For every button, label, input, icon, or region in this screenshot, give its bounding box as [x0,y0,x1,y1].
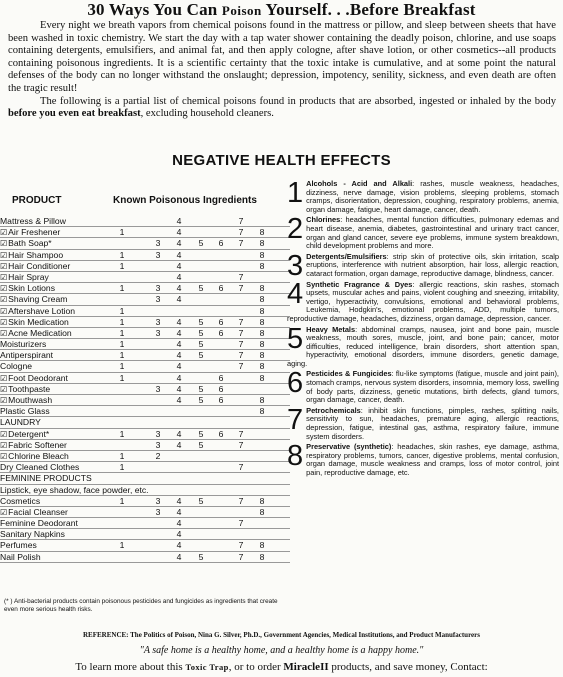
ingredient-cell: 8 [259,305,265,316]
ingredient-cell: 3 [155,506,161,517]
ingredient-cell: 4 [176,283,182,294]
product-name: Cologne [0,361,33,372]
product-name: Nail Polish [0,551,41,562]
ingredient-cell: 7 [238,227,244,238]
ingredient-cell: 4 [176,439,182,450]
ingredient-cell: 4 [176,518,182,529]
health-effect-item [287,177,559,214]
ingredient-cell: 1 [119,361,125,372]
ingredient-cell: 4 [176,227,182,238]
ingredient-cell: 1 [119,327,125,338]
health-effect-item [287,322,559,369]
ingredient-cell: 1 [119,462,125,473]
effect-number: 4 [287,277,304,310]
ingredient-cell: 7 [238,518,244,529]
ingredient-cell: 8 [259,327,265,338]
checkbox-icon: ☑ [0,507,8,517]
ingredient-cell: 3 [155,316,161,327]
checkbox-icon: ☑ [0,284,8,294]
checkbox-icon: ☑ [0,373,8,383]
ingredient-cell: 4 [176,249,182,260]
table-row [0,507,290,518]
table-row [0,306,290,317]
quote-line: "A safe home is a healthy home, and a healthy home is a happy home." [139,645,424,656]
health-effect-item [287,277,559,324]
ingredient-cell: 6 [218,395,224,405]
ingredient-cell: 7 [238,551,244,562]
ingredient-cell: 8 [259,260,265,271]
ingredient-cell: 5 [198,439,204,450]
table-row [0,440,290,451]
table-row [0,529,290,540]
effect-text: : abdominal cramps, nausea, joint and bone pain, muscle weakness, mouth sores, muscle, joint, and bone pain; cancer, motor difficulties, reduced intelligence, brain disorders, short attention span, hyperactivity, emotional disorders, immune disorders, genetic damage, aging. [287,324,559,368]
ingredient-cell: 3 [155,249,161,260]
ingredient-cell: 1 [119,227,125,238]
ingredient-cell: 5 [198,428,204,439]
brand-name: MiracleII [283,661,329,673]
ingredient-cell: 8 [259,395,265,405]
column-header-ingredients: Known Poisonous Ingredients [113,195,257,206]
table-row [0,272,290,283]
ingredient-cell: 4 [176,350,182,361]
ingredient-cell: 8 [259,227,265,238]
ingredient-cell: 8 [259,316,265,327]
ingredient-cell: 4 [176,271,182,282]
product-name: ☑Foot Deodorant [0,372,68,383]
ingredient-cell: 2 [155,450,161,461]
ingredient-cell: 5 [198,283,204,294]
ingredient-cell: 1 [119,495,125,506]
table-row [0,227,290,238]
intro-emphasis: before you even eat breakfast [8,108,141,120]
ingredient-cell: 1 [119,450,125,461]
product-name: ☑Facial Cleanser [0,506,68,517]
ingredient-cell: 7 [238,428,244,439]
effect-label: Chlorines [306,215,341,225]
ingredient-cell: 6 [218,428,224,439]
product-name: ☑Hair Spray [0,271,49,282]
column-header-product: PRODUCT [12,195,62,206]
ingredient-cell: 7 [238,462,244,473]
product-name: LAUNDRY [0,417,41,428]
ingredient-cell: 6 [218,383,224,394]
table-row [0,294,290,305]
health-effect-item [287,403,559,441]
ingredient-cell: 8 [259,350,265,361]
product-name: Cosmetics [0,495,41,506]
ingredient-cell: 8 [259,551,265,562]
ingredient-cell: 5 [198,238,204,249]
effect-text: : allergic reactions, skin rashes, stomach upsets, muscular aches and pains, violent coughing and sneezing, irritability, vertigo, hyperactivity, convulsions, emotional and behavioral problems, Leukemia, Hodgkin's, emotional problems, ADD, multiple tumors, reproductive damage, headaches, dizziness, organ damage, depression, cancer. [287,279,559,323]
ingredient-cell: 1 [119,260,125,271]
product-name: Moisturizers [0,339,47,350]
ingredient-cell: 3 [155,238,161,249]
ingredient-cell: 4 [176,506,182,517]
checkbox-icon: ☑ [0,239,8,249]
checkbox-icon: ☑ [0,272,8,282]
effect-number: 2 [287,213,304,246]
ingredient-cell: 1 [119,305,125,316]
ingredient-cell: 5 [198,339,204,350]
table-row [0,496,290,507]
checkbox-icon: ☑ [0,384,8,394]
ingredient-cell: 4 [176,294,182,305]
ingredient-cell: 7 [238,283,244,294]
product-name: Plastic Glass [0,406,50,417]
effect-text: : strip skin of protective oils, skin irritation, scalp eruptions, interference with nutrient absorption, hair loss, allergic reaction, cataract formation, organ damage, reproductive damage, blindness, cancer. [306,251,559,278]
ingredient-cell: 5 [198,495,204,506]
checkbox-icon: ☑ [0,250,8,260]
table-row [0,518,290,529]
ingredient-cell: 4 [176,260,182,271]
intro-text [8,20,556,121]
ingredient-cell: 4 [176,495,182,506]
toxic-trap-label: Toxic Trap [185,662,229,672]
effect-number: 7 [287,403,304,436]
ingredient-cell: 4 [176,372,182,383]
ingredient-cell: 7 [238,361,244,372]
table-row [0,429,290,440]
product-name: ☑Fabric Softener [0,439,67,450]
ingredient-cell: 3 [155,495,161,506]
effect-label: Pesticides & Fungicides [306,369,392,379]
table-row [0,462,290,473]
effect-label: Detergents/Emulsifiers [306,251,387,261]
ingredient-cell: 4 [176,383,182,394]
ingredient-cell: 7 [238,327,244,338]
health-effect-item [287,367,559,405]
ingredient-cell: 8 [259,238,265,249]
ingredient-cell: 8 [259,406,265,417]
table-row [0,350,290,361]
ingredient-cell: 1 [119,316,125,327]
table-row [0,373,290,384]
table-row [0,384,290,395]
section-title: NEGATIVE HEALTH EFFECTS [172,152,391,169]
ingredient-cell: 4 [176,238,182,249]
product-name: Sanitary Napkins [0,529,65,540]
ingredient-cell: 4 [176,216,182,226]
ingredient-cell: 4 [176,551,182,562]
ingredient-cell: 6 [218,327,224,338]
contact-line: To learn more about this Toxic Trap, or to order MiracleII products, and save money, Contact: [75,661,488,673]
ingredient-cell: 1 [119,350,125,361]
effect-text: : headaches, skin rashes, eye damage, asthma, respiratory problems, tumors, cancer, digestive problems, mental confusion, organ damage, muscle weakness and cramps, loss of motor control, joint pain, reproductive damage, etc. [306,442,560,477]
checkbox-icon: ☑ [0,317,8,327]
table-row [0,216,290,227]
ingredient-cell: 1 [119,428,125,439]
ingredient-cell: 4 [176,316,182,327]
product-name: Lipstick, eye shadow, face powder, etc. [0,484,149,495]
checkbox-icon: ☑ [0,228,8,238]
ingredient-cell: 7 [238,316,244,327]
ingredient-cell: 7 [238,439,244,450]
ingredient-cell: 3 [155,383,161,394]
ingredient-cell: 1 [119,249,125,260]
ingredient-cell: 7 [238,540,244,551]
health-effects-list [287,177,560,480]
ingredient-cell: 8 [259,361,265,372]
product-table [0,216,290,563]
ingredient-cell: 8 [259,372,265,383]
product-name: ☑Hair Shampoo [0,249,64,260]
effect-number: 8 [287,440,304,473]
effect-number: 1 [287,177,304,209]
ingredient-cell: 4 [176,428,182,439]
checkbox-icon: ☑ [0,396,8,405]
ingredient-cell: 6 [218,372,224,383]
ingredient-cell: 7 [238,350,244,361]
table-row [0,328,290,339]
footnote: (* ) Anti-bacterial products contain poisonous pesticides and fungicides as ingredients that create even more serious health risks. [4,598,278,613]
ingredient-cell: 8 [259,294,265,305]
checkbox-icon: ☑ [0,429,8,439]
ingredient-cell: 4 [176,361,182,372]
ingredient-cell: 7 [238,339,244,350]
effect-label: Preservative (synthetic) [306,442,392,452]
product-name: ☑Chlorine Bleach [0,450,69,461]
effect-label: Petrochemicals [306,405,361,415]
table-row [0,485,290,496]
checkbox-icon: ☑ [0,295,8,305]
ingredient-cell: 7 [238,271,244,282]
reference-line: REFERENCE: The Politics of Poison, Nina G. Silver, Ph.D., Government Agencies, Medical Institutions, and Product Manufacturers [83,631,480,639]
ingredient-cell: 5 [198,395,204,405]
ingredient-cell: 5 [198,383,204,394]
health-effect-item [287,440,560,477]
effect-label: Synthetic Fragrance & Dyes [306,279,413,289]
table-row [0,283,290,294]
ingredient-cell: 3 [155,439,161,450]
ingredient-cell: 4 [176,327,182,338]
ingredient-cell: 3 [155,283,161,294]
ingredient-cell: 8 [259,339,265,350]
effect-text: : flu-like symptoms (fatigue, muscle and joint pain), stomach cramps, nervous system disorders, insomnia, memory loss, swelling of body parts, dizziness, genetic mutations, birth defects, gland tumors, organ damage, cancer, death. [306,369,559,405]
table-row [0,540,290,551]
ingredient-cell: 8 [259,249,265,260]
product-name: ☑Skin Medication [0,316,69,327]
checkbox-icon: ☑ [0,306,8,316]
product-name: ☑Detergent* [0,428,50,439]
ingredient-cell: 4 [176,339,182,350]
intro-paragraph-1: Every night we breath vapors from chemical poisons found in the mattress or pillow, and sleep between sheets that have been washed in toxic chemistry. We start the day with a tap water shower containing the deadly poison, chlorine, and use soaps containing detergents, emulsifiers, and animal fat, and then apply cologne, after shave lotion, or other cosmetics--all products containing poisonous ingredients. It is a scientific certainty that the toxic intake is cumulative, and at some point the natural defenses of the body can no longer withstand the onslaught; depression, impotency, senility, sickness, and even death are often the tragic result! [8,20,556,94]
table-row [0,552,290,563]
product-name: Mattress & Pillow [0,216,66,226]
product-name: FEMININE PRODUCTS [0,473,92,484]
table-row [0,417,290,428]
ingredient-cell: 8 [259,495,265,506]
ingredient-cell: 7 [238,238,244,249]
table-row [0,451,290,462]
ingredient-cell: 4 [176,395,182,405]
effect-text: : rashes, muscle weakness, headaches, dizziness, nerve damage, vision problems, sleeping problems, stomach cramps, disorientation, depression, coughing, respiratory problems, anemia, organ damage, fatigue, heart damage, cancer, death. [306,179,559,214]
effect-number: 6 [287,367,304,400]
product-name: ☑Skin Lotions [0,283,55,294]
checkbox-icon: ☑ [0,328,8,338]
table-row [0,261,290,272]
product-name: Feminine Deodorant [0,518,78,529]
effect-number: 3 [287,249,304,282]
ingredient-cell: 4 [176,540,182,551]
ingredient-cell: 5 [198,551,204,562]
ingredient-cell: 4 [176,529,182,540]
ingredient-cell: 8 [259,283,265,294]
ingredient-cell: 1 [119,283,125,294]
product-name: Dry Cleaned Clothes [0,462,80,473]
ingredient-cell: 7 [238,216,244,226]
title-poison-word: Poison [221,3,262,18]
table-row [0,238,290,249]
health-effect-item [287,249,559,282]
table-row [0,317,290,328]
effect-number: 5 [287,322,304,355]
ingredient-cell: 3 [155,327,161,338]
ingredient-cell: 8 [259,540,265,551]
ingredient-cell: 1 [119,339,125,350]
table-row [0,361,290,372]
health-effect-item [287,213,559,251]
ingredient-cell: 1 [119,540,125,551]
product-name: ☑Aftershave Lotion [0,305,76,316]
table-row [0,339,290,350]
table-row [0,406,290,417]
checkbox-icon: ☑ [0,261,8,271]
effect-text: : inhibit skin functions, pimples, rashes, splitting nails, sensitivity to sun, headaches, premature aging, allergic reactions, depression, fatigue, intestinal gas, asthma, respiratory failure, immune system disorders. [306,405,559,441]
title-part: Yourself. . .Before Breakfast [261,0,476,19]
ingredient-cell: 8 [259,506,265,517]
intro-paragraph-2: The following is a partial list of chemical poisons found in products that are absorbed, ingested or inhaled by the body before you even eat breakfast, excluding household cleaners. [8,95,556,120]
ingredient-cell: 1 [119,372,125,383]
table-row [0,395,290,406]
effect-text: : headaches, mental function difficulties, pulmonary edemas and heart disease, anemia, diabetes, gastrointestinal and urinary tract cancer, organ and gland cancer, severe eye problems, immune system breakdown, child development problems and more. [306,215,559,251]
ingredient-cell: 6 [218,316,224,327]
product-name: ☑Shaving Cream [0,294,68,305]
title-part: 30 Ways You Can [87,0,222,19]
checkbox-icon: ☑ [0,451,8,461]
ingredient-cell: 3 [155,428,161,439]
ingredient-cell: 6 [218,283,224,294]
product-name: ☑Hair Conditioner [0,260,71,271]
ingredient-cell: 6 [218,238,224,249]
effect-label: Heavy Metals [306,324,356,334]
product-name: Antiperspirant [0,350,54,361]
product-name: ☑Mouthwash [0,395,53,405]
effect-label: Alcohols - Acid and Alkali [306,179,413,188]
ingredient-cell: 5 [198,316,204,327]
product-name: ☑Bath Soap* [0,238,52,249]
ingredient-cell: 5 [198,350,204,361]
product-name: ☑Acne Medication [0,327,72,338]
table-row [0,250,290,261]
product-name: Perfumes [0,540,37,551]
table-row [0,473,290,484]
product-name: ☑Air Freshener [0,227,61,238]
ingredient-cell: 5 [198,327,204,338]
product-name: ☑Toothpaste [0,383,51,394]
checkbox-icon: ☑ [0,440,8,450]
ingredient-cell: 3 [155,294,161,305]
page-title [0,0,563,20]
ingredient-cell: 7 [238,495,244,506]
